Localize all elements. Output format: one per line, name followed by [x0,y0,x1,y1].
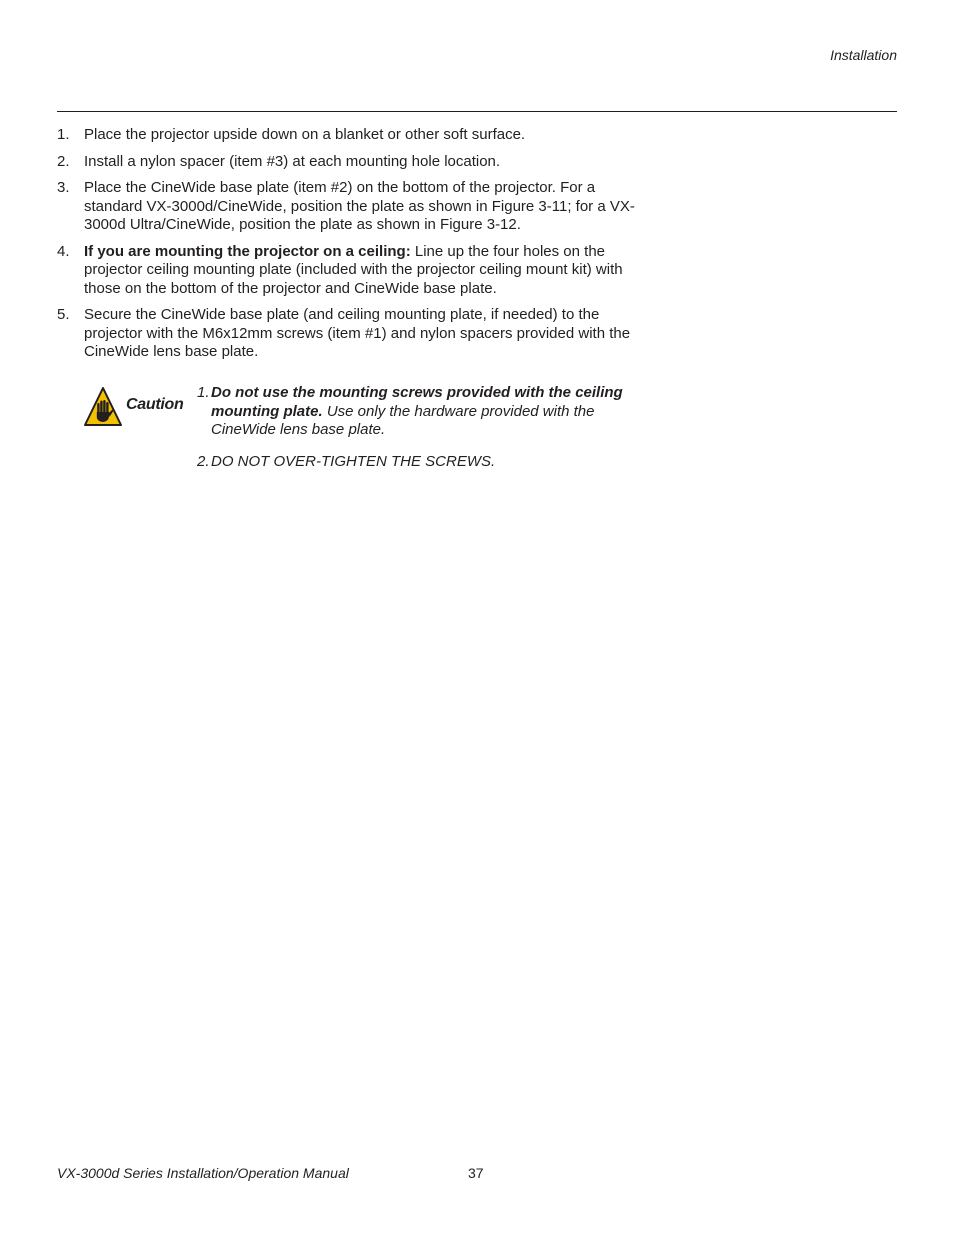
step-text: Secure the CineWide base plate (and ceiling mounting plate, if needed) to the projector with the M6x12mm screws (item #1) and nylon spacers provided with the CineWide lens base plate. [84,306,631,360]
step-item [57,126,657,145]
installation-steps [57,126,657,370]
note-text: Use only the hardware provided with the CineWide lens base plate. [211,402,595,438]
note-number: 1. [197,384,210,401]
header-rule [57,111,897,112]
step-item [57,243,657,299]
step-item [57,306,657,362]
step-number: 5. [57,306,70,323]
step-number: 4. [57,242,70,260]
note-text: DO NOT OVER-TIGHTEN THE SCREWS. [211,452,496,470]
caution-label: Caution [126,396,184,413]
caution-note [197,453,657,472]
caution-note [197,384,657,440]
step-text: Install a nylon spacer (item #3) at each mounting hole location. [84,152,501,170]
note-number: 2. [197,452,210,470]
note-bold-lead: Do not use the mounting screws provided with the ceiling mounting plate. [211,384,623,420]
step-bold-lead: If you are mounting the projector on a ceiling: [84,242,411,260]
step-item [57,153,657,172]
running-header-section: Installation [830,47,897,63]
step-text: Place the CineWide base plate (item #2) on the bottom of the projector. For a standard VX-3000d/CineWide, position the plate as shown in Figure 3-11; for a VX-3000d Ultra/CineWide, position the plate as shown in Figure 3-12. [84,179,635,233]
footer-page-number: 37 [468,1165,484,1181]
step-number: 3. [57,179,70,196]
step-item [57,179,657,235]
caution-notes [197,384,657,484]
footer-manual-title: VX-3000d Series Installation/Operation Manual [57,1165,349,1181]
step-text: Line up the four holes on the projector ceiling mounting plate (included with the projector ceiling mount kit) with those on the bottom of the projector and CineWide base plate. [84,242,623,297]
step-number: 1. [57,126,70,143]
caution-hand-icon [84,387,122,427]
step-text: Place the projector upside down on a blanket or other soft surface. [84,126,526,143]
step-number: 2. [57,152,70,170]
